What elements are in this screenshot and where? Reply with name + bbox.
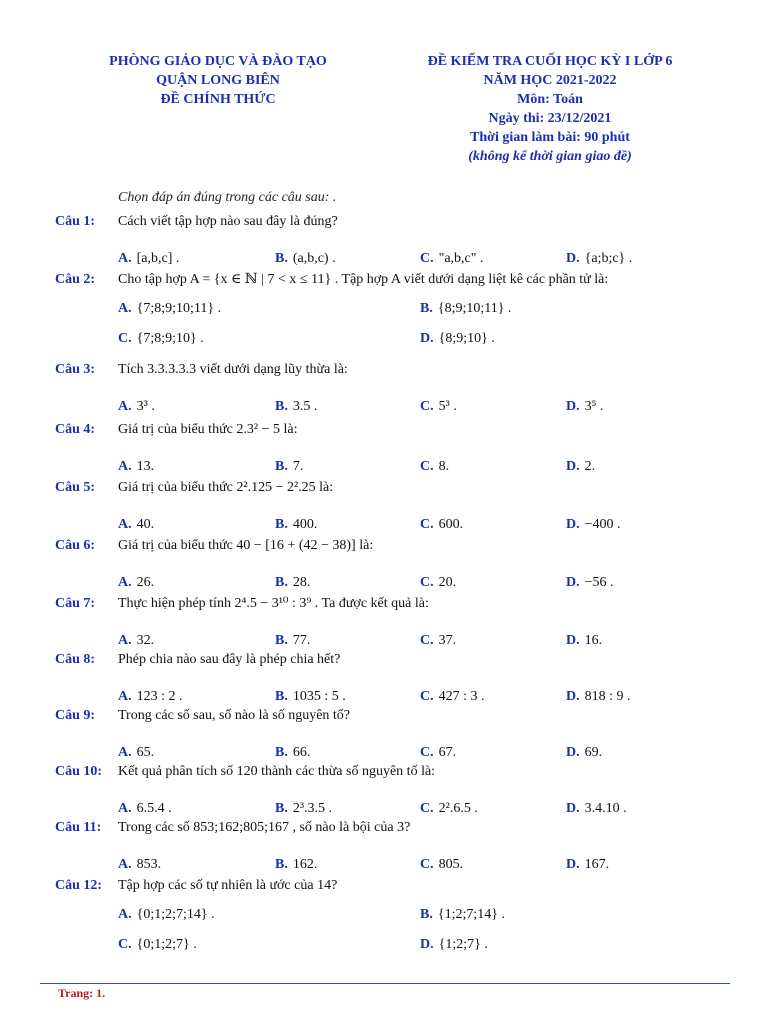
option-letter: C.	[118, 331, 132, 346]
page-number: Trang: 1.	[58, 986, 106, 1000]
answer-option[interactable]	[566, 396, 604, 418]
question-number: Câu 9:	[55, 708, 96, 723]
option-text: 2².6.5 .	[438, 801, 478, 816]
answer-option[interactable]	[118, 248, 179, 270]
option-letter: D.	[566, 801, 580, 816]
option-letter: C.	[420, 745, 434, 760]
option-text: 818 : 9 .	[584, 689, 631, 704]
option-letter: C.	[420, 633, 434, 648]
option-letter: A.	[118, 251, 132, 266]
option-text: {1;2;7} .	[438, 937, 488, 952]
option-text: {8;9;10;11} .	[437, 301, 512, 316]
option-letter: B.	[275, 517, 288, 532]
option-text: {7;8;9;10;11} .	[136, 301, 222, 316]
answer-option[interactable]	[420, 248, 483, 270]
option-letter: B.	[275, 633, 288, 648]
option-text: 69.	[584, 745, 603, 760]
option-text: 32.	[136, 633, 155, 648]
answer-option[interactable]	[566, 514, 621, 536]
answer-option[interactable]	[275, 572, 310, 594]
option-letter: C.	[420, 857, 434, 872]
option-text: 853.	[136, 857, 162, 872]
option-letter: C.	[420, 517, 434, 532]
answer-option[interactable]	[118, 514, 154, 536]
question-text: Giá trị của biểu thức 2².125 − 2².25 là:	[118, 480, 334, 495]
option-text: 7.	[292, 459, 304, 474]
question-number: Câu 3:	[55, 362, 96, 377]
question-stem	[0, 649, 768, 671]
option-letter: C.	[420, 251, 434, 266]
duration-note: (không kể thời gian giao đề)	[468, 149, 632, 164]
question-stem	[0, 477, 768, 499]
header-right	[390, 52, 710, 166]
option-text: (a,b,c) .	[292, 251, 336, 266]
option-text: 3³ .	[136, 399, 155, 414]
option-text: 427 : 3 .	[438, 689, 485, 704]
option-text: 6.5.4 .	[136, 801, 172, 816]
option-letter: B.	[275, 857, 288, 872]
answer-option[interactable]	[118, 328, 204, 350]
option-letter: A.	[118, 459, 132, 474]
option-letter: D.	[566, 689, 580, 704]
option-text: 123 : 2 .	[136, 689, 183, 704]
question-number: Câu 2:	[55, 272, 96, 287]
option-letter: B.	[275, 575, 288, 590]
exam-date: Ngày thi: 23/12/2021	[488, 111, 612, 126]
question-number: Câu 5:	[55, 480, 96, 495]
subject: Môn: Toán	[517, 92, 583, 107]
option-letter: B.	[275, 399, 288, 414]
question-text: Kết quả phân tích số 120 thành các thừa số nguyên tố là:	[118, 764, 436, 779]
question-text: Phép chia nào sau đây là phép chia hết?	[118, 652, 341, 667]
option-letter: B.	[420, 907, 433, 922]
option-text: 3.5 .	[292, 399, 318, 414]
option-letter: D.	[566, 575, 580, 590]
option-text: 37.	[438, 633, 457, 648]
option-letter: C.	[118, 937, 132, 952]
question-text: Giá trị của biểu thức 40 − [16 + (42 − 38)] là:	[118, 538, 374, 553]
question-stem	[0, 817, 768, 839]
question-stem	[0, 761, 768, 783]
option-text: {0;1;2;7} .	[136, 937, 197, 952]
option-text: 400.	[292, 517, 318, 532]
option-letter: B.	[275, 251, 288, 266]
question-stem	[0, 875, 768, 897]
question-number: Câu 10:	[55, 764, 103, 779]
answer-option[interactable]	[118, 934, 197, 956]
question-stem	[0, 359, 768, 381]
option-text: 1035 : 5 .	[292, 689, 346, 704]
option-text: "a,b,c" .	[438, 251, 484, 266]
option-letter: D.	[566, 251, 580, 266]
option-text: 77.	[292, 633, 311, 648]
question-stem	[0, 269, 768, 291]
option-letter: A.	[118, 301, 132, 316]
answer-option[interactable]	[118, 396, 155, 418]
answer-option[interactable]	[118, 904, 215, 926]
option-text: {1;2;7;14} .	[437, 907, 505, 922]
duration: Thời gian làm bài: 90 phút	[470, 130, 630, 145]
option-letter: C.	[420, 575, 434, 590]
option-letter: C.	[420, 689, 434, 704]
option-letter: A.	[118, 801, 132, 816]
option-text: 67.	[438, 745, 457, 760]
option-text: {8;9;10} .	[438, 331, 495, 346]
answer-option[interactable]	[275, 456, 303, 478]
question-number: Câu 1:	[55, 214, 96, 229]
option-text: 3.4.10 .	[584, 801, 627, 816]
answer-option[interactable]	[420, 396, 457, 418]
option-text: 2³.3.5 .	[292, 801, 333, 816]
answer-option[interactable]	[566, 248, 632, 270]
option-letter: A.	[118, 633, 132, 648]
option-text: 65.	[136, 745, 155, 760]
option-letter: A.	[118, 399, 132, 414]
answer-option[interactable]	[420, 934, 488, 956]
option-letter: D.	[566, 459, 580, 474]
option-letter: A.	[118, 745, 132, 760]
question-text: Trong các số 853;162;805;167 , số nào là bội của 3?	[118, 820, 411, 835]
option-letter: D.	[420, 331, 434, 346]
department-name: PHÒNG GIÁO DỤC VÀ ĐÀO TẠO	[109, 54, 327, 69]
answer-option[interactable]	[420, 514, 463, 536]
question-number: Câu 8:	[55, 652, 96, 667]
answer-option[interactable]	[275, 248, 336, 270]
option-letter: D.	[566, 857, 580, 872]
option-text: 805.	[438, 857, 464, 872]
option-letter: B.	[275, 459, 288, 474]
option-text: {0;1;2;7;14} .	[136, 907, 215, 922]
answer-option[interactable]	[420, 456, 449, 478]
answer-option[interactable]	[275, 854, 317, 876]
question-text: Giá trị của biểu thức 2.3² − 5 là:	[118, 422, 298, 437]
option-letter: B.	[275, 801, 288, 816]
question-stem	[0, 419, 768, 441]
option-text: 3⁵ .	[584, 399, 604, 414]
option-text: 162.	[292, 857, 318, 872]
option-letter: C.	[420, 459, 434, 474]
question-stem	[0, 211, 768, 233]
option-text: 8.	[438, 459, 450, 474]
option-letter: D.	[566, 745, 580, 760]
option-text: 40.	[136, 517, 155, 532]
option-text: {a;b;c} .	[584, 251, 633, 266]
answer-option[interactable]	[118, 854, 161, 876]
question-text: Cách viết tập hợp nào sau đây là đúng?	[118, 214, 338, 229]
answer-option[interactable]	[420, 854, 463, 876]
option-text: 66.	[292, 745, 311, 760]
option-letter: D.	[420, 937, 434, 952]
answer-option[interactable]	[118, 456, 154, 478]
option-text: {7;8;9;10} .	[136, 331, 204, 346]
option-text: 28.	[292, 575, 311, 590]
option-letter: D.	[566, 517, 580, 532]
answer-option[interactable]	[275, 396, 317, 418]
question-number: Câu 7:	[55, 596, 96, 611]
question-number: Câu 6:	[55, 538, 96, 553]
option-letter: A.	[118, 907, 132, 922]
question-stem	[0, 535, 768, 557]
option-text: 13.	[136, 459, 155, 474]
question-stem	[0, 705, 768, 727]
answer-option[interactable]	[566, 572, 614, 594]
option-text: 20.	[438, 575, 457, 590]
question-number: Câu 12:	[55, 878, 103, 893]
option-text: 167.	[584, 857, 610, 872]
footer-divider	[40, 983, 730, 984]
option-letter: A.	[118, 857, 132, 872]
option-letter: A.	[118, 689, 132, 704]
question-text: Thực hiện phép tính 2⁴.5 − 3¹⁰ : 3⁹ . Ta được kết quả là:	[118, 596, 429, 611]
option-text: 2.	[584, 459, 596, 474]
option-text: 600.	[438, 517, 464, 532]
answer-option[interactable]	[420, 904, 505, 926]
question-text: Tập hợp các số tự nhiên là ước của 14?	[118, 878, 338, 893]
answer-option[interactable]	[118, 572, 154, 594]
option-letter: C.	[420, 801, 434, 816]
option-letter: C.	[420, 399, 434, 414]
district-name: QUẬN LONG BIÊN	[156, 73, 280, 88]
option-text: 5³ .	[438, 399, 457, 414]
option-letter: B.	[420, 301, 433, 316]
answer-option[interactable]	[275, 514, 317, 536]
answer-option[interactable]	[420, 298, 511, 320]
option-letter: D.	[566, 399, 580, 414]
option-text: 26.	[136, 575, 155, 590]
option-text: −400 .	[584, 517, 621, 532]
question-stem	[0, 593, 768, 615]
exam-title: ĐỀ KIỂM TRA CUỐI HỌC KỲ I LỚP 6	[427, 54, 673, 69]
answer-option[interactable]	[566, 456, 595, 478]
header-left	[68, 52, 368, 109]
option-text: 16.	[584, 633, 603, 648]
school-year: NĂM HỌC 2021-2022	[483, 73, 617, 88]
option-letter: A.	[118, 575, 132, 590]
answer-option[interactable]	[566, 854, 609, 876]
option-letter: A.	[118, 517, 132, 532]
question-number: Câu 11:	[55, 820, 102, 835]
answer-option[interactable]	[118, 298, 221, 320]
answer-option[interactable]	[420, 328, 495, 350]
official-label: ĐỀ CHÍNH THỨC	[160, 92, 276, 107]
option-letter: D.	[566, 633, 580, 648]
instruction: Chọn đáp án đúng trong các câu sau: .	[118, 190, 337, 205]
option-text: [a,b,c] .	[136, 251, 180, 266]
question-text: Trong các số sau, số nào là số nguyên tố?	[118, 708, 351, 723]
question-text: Tích 3.3.3.3.3 viết dưới dạng lũy thừa là:	[118, 362, 348, 377]
question-number: Câu 4:	[55, 422, 96, 437]
option-letter: B.	[275, 689, 288, 704]
question-text: Cho tập hợp A = {x ∈ ℕ | 7 < x ≤ 11} . Tập hợp A viết dưới dạng liệt kê các phần tử là:	[118, 272, 609, 287]
answer-option[interactable]	[420, 572, 456, 594]
option-text: −56 .	[584, 575, 614, 590]
option-letter: B.	[275, 745, 288, 760]
